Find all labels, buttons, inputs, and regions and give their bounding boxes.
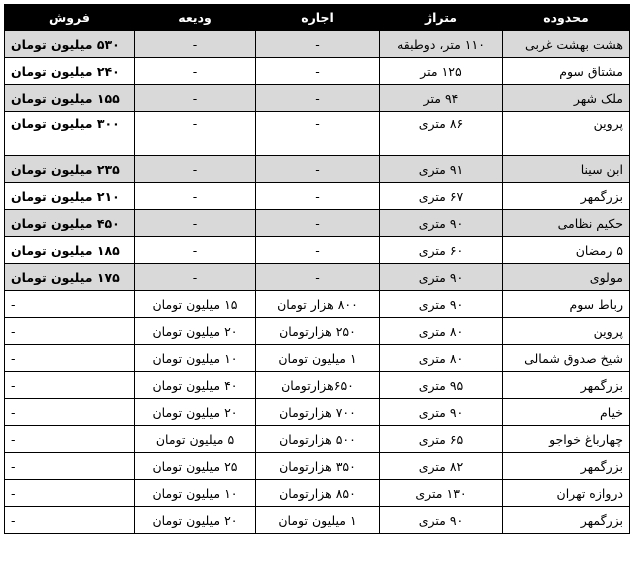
cell-area: شیخ صدوق شمالی (503, 345, 630, 372)
cell-area: چهارباغ خواجو (503, 426, 630, 453)
cell-size: ۹۰ متری (380, 507, 503, 534)
cell-rent: ۳۵۰ هزارتومان (256, 453, 380, 480)
cell-sale: ۱۵۵ میلیون تومان (5, 85, 135, 112)
cell-deposit: - (135, 112, 256, 156)
cell-sale: - (5, 399, 135, 426)
cell-area: ۵ رمضان (503, 237, 630, 264)
cell-sale: - (5, 480, 135, 507)
cell-size: ۱۳۰ متری (380, 480, 503, 507)
table-row (5, 291, 630, 318)
cell-sale: ۵۳۰ میلیون تومان (5, 31, 135, 58)
cell-deposit: ۲۰ میلیون تومان (135, 507, 256, 534)
cell-size: ۹۱ متری (380, 156, 503, 183)
cell-sale: - (5, 318, 135, 345)
table-row (5, 345, 630, 372)
cell-sale: - (5, 291, 135, 318)
cell-rent: - (256, 112, 380, 156)
cell-size: ۹۰ متری (380, 264, 503, 291)
table-row (5, 237, 630, 264)
cell-rent: - (256, 183, 380, 210)
cell-rent: ۱ میلیون تومان (256, 345, 380, 372)
cell-size: ۶۰ متری (380, 237, 503, 264)
cell-deposit: - (135, 183, 256, 210)
cell-area: رباط سوم (503, 291, 630, 318)
property-listings-table (4, 4, 630, 534)
header-size: متراژ (380, 5, 503, 31)
cell-rent: - (256, 58, 380, 85)
cell-rent: - (256, 31, 380, 58)
cell-sale: ۱۸۵ میلیون تومان (5, 237, 135, 264)
cell-deposit: - (135, 156, 256, 183)
cell-area: خیام (503, 399, 630, 426)
table-row (5, 480, 630, 507)
cell-area: بزرگمهر (503, 183, 630, 210)
cell-sale: - (5, 345, 135, 372)
cell-sale: ۱۷۵ میلیون تومان (5, 264, 135, 291)
cell-deposit: - (135, 264, 256, 291)
cell-rent: ۵۰۰ هزارتومان (256, 426, 380, 453)
listings-table-container (4, 4, 631, 566)
cell-rent: - (256, 85, 380, 112)
cell-area: مشتاق سوم (503, 58, 630, 85)
table-row (5, 210, 630, 237)
cell-area: بزرگمهر (503, 372, 630, 399)
cell-deposit: ۵ میلیون تومان (135, 426, 256, 453)
header-deposit: ودیعه (135, 5, 256, 31)
cell-size: ۹۵ متری (380, 372, 503, 399)
cell-deposit: - (135, 58, 256, 85)
cell-sale: ۳۰۰ میلیون تومان (5, 112, 135, 156)
cell-sale: ۴۵۰ میلیون تومان (5, 210, 135, 237)
cell-area: پروین (503, 318, 630, 345)
cell-area: ملک شهر (503, 85, 630, 112)
cell-sale: ۲۱۰ میلیون تومان (5, 183, 135, 210)
cell-size: ۹۰ متری (380, 399, 503, 426)
cell-deposit: ۱۰ میلیون تومان (135, 480, 256, 507)
cell-deposit: - (135, 31, 256, 58)
table-row (5, 112, 630, 156)
table-row (5, 399, 630, 426)
cell-area: مولوی (503, 264, 630, 291)
cell-size: ۸۰ متری (380, 318, 503, 345)
cell-area: پروین (503, 112, 630, 156)
cell-size: ۹۰ متری (380, 291, 503, 318)
cell-deposit: - (135, 85, 256, 112)
table-row (5, 318, 630, 345)
table-row (5, 426, 630, 453)
cell-sale: - (5, 426, 135, 453)
cell-size: ۶۷ متری (380, 183, 503, 210)
table-row (5, 453, 630, 480)
cell-deposit: - (135, 210, 256, 237)
cell-area: بزرگمهر (503, 453, 630, 480)
cell-sale: - (5, 507, 135, 534)
cell-sale: ۲۴۰ میلیون تومان (5, 58, 135, 85)
cell-size: ۶۵ متری (380, 426, 503, 453)
cell-deposit: ۱۵ میلیون تومان (135, 291, 256, 318)
cell-deposit: ۴۰ میلیون تومان (135, 372, 256, 399)
cell-rent: ۸۵۰ هزارتومان (256, 480, 380, 507)
header-area: محدوده (503, 5, 630, 31)
cell-area: هشت بهشت غربی (503, 31, 630, 58)
table-row (5, 31, 630, 58)
table-header-row (5, 5, 630, 31)
table-row (5, 58, 630, 85)
cell-deposit: ۲۰ میلیون تومان (135, 399, 256, 426)
cell-rent: ۱ میلیون تومان (256, 507, 380, 534)
cell-deposit: ۱۰ میلیون تومان (135, 345, 256, 372)
cell-size: ۸۲ متری (380, 453, 503, 480)
cell-size: ۱۲۵ متر (380, 58, 503, 85)
cell-area: ابن سینا (503, 156, 630, 183)
table-row (5, 183, 630, 210)
table-row (5, 507, 630, 534)
table-row (5, 372, 630, 399)
cell-rent: ۸۰۰ هزار تومان (256, 291, 380, 318)
cell-size: ۸۶ متری (380, 112, 503, 156)
cell-deposit: ۲۰ میلیون تومان (135, 318, 256, 345)
cell-rent: ۷۰۰ هزارتومان (256, 399, 380, 426)
table-row (5, 85, 630, 112)
cell-deposit: - (135, 237, 256, 264)
cell-size: ۱۱۰ متر، دوطبقه (380, 31, 503, 58)
cell-rent: - (256, 264, 380, 291)
cell-size: ۹۴ متر (380, 85, 503, 112)
cell-rent: - (256, 237, 380, 264)
cell-size: ۹۰ متری (380, 210, 503, 237)
table-row (5, 156, 630, 183)
cell-area: دروازه تهران (503, 480, 630, 507)
cell-sale: - (5, 453, 135, 480)
header-rent: اجاره (256, 5, 380, 31)
header-sale: فروش (5, 5, 135, 31)
cell-rent: ۶۵۰هزارتومان (256, 372, 380, 399)
cell-area: بزرگمهر (503, 507, 630, 534)
cell-deposit: ۲۵ میلیون تومان (135, 453, 256, 480)
cell-sale: - (5, 372, 135, 399)
cell-sale: ۲۳۵ میلیون تومان (5, 156, 135, 183)
cell-size: ۸۰ متری (380, 345, 503, 372)
cell-rent: - (256, 156, 380, 183)
cell-area: حکیم نظامی (503, 210, 630, 237)
table-row (5, 264, 630, 291)
cell-rent: ۲۵۰ هزارتومان (256, 318, 380, 345)
cell-rent: - (256, 210, 380, 237)
